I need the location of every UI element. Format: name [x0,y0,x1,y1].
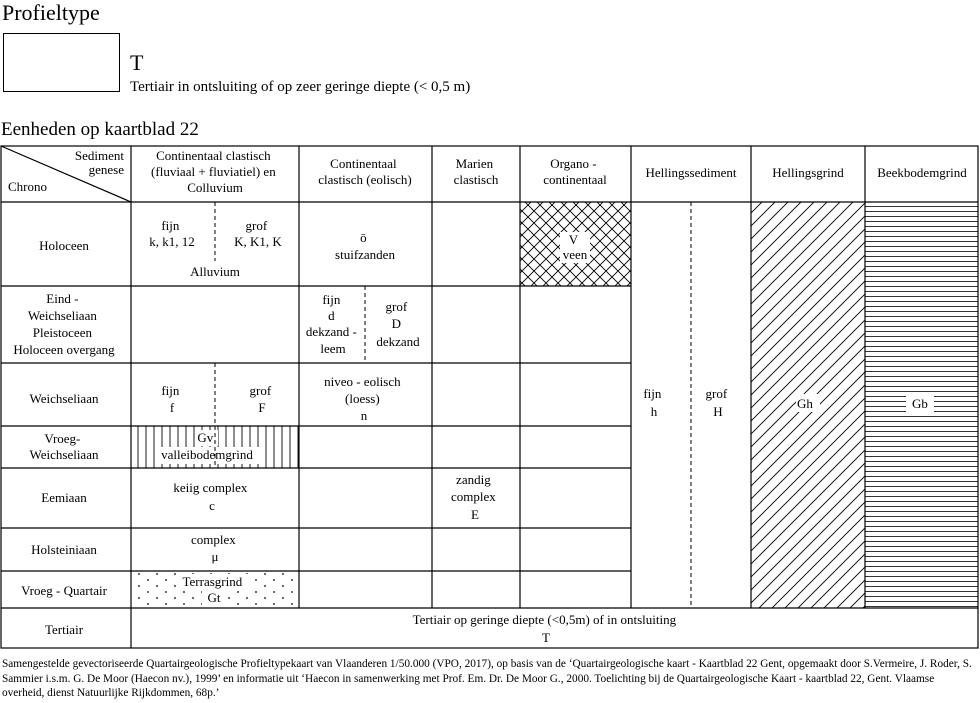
row-header-eemiaan: Eemiaan [41,490,87,505]
source-note: Samengestelde gevectoriseerde Quartairgeologische Profieltypekaart van Vlaanderen 1/50.000 (VPO, 2017), op basis van de ‘Quartairgeologische kaart - Kaartblad 22 Gent, opgemaakt door S.Vermeire, J. Roder, S. Sammier i.s.m. G. De Moor (Haecon nv.), 1999’ en informatie uit ‘Haecon in samenwerking met Prof. Em. Dr. De Moor G., 2000. Toelichting bij de Quartairgeologische Kaart - kaartblad 22, Gent. Vlaamse overheid, dienst Natuurlijke Rijkdommen, 68p.’ [2,658,972,700]
cell-beekbodemgrind: Gb [912,396,928,411]
col-header-6: Hellingsgrind [772,165,844,180]
page-title: Profieltype [2,0,100,25]
cell-eind-fijn: fijn d dekzand - leem [305,292,357,356]
cell-holoceen-alluvium: Alluvium [190,264,240,279]
cell-helling-fijn: fijn h [643,386,662,419]
legend-table [0,145,980,650]
corner-chrono: Chrono [8,179,47,194]
cell-weichseliaan-grof: grof F [249,383,272,415]
col-header-3: Marien clastisch [453,156,499,187]
cell-holoceen-grof: grof K, K1, K [234,218,282,249]
row-header-tertiair: Tertiair [44,622,84,637]
cell-helling-grof: grof H [705,386,728,419]
cell-holoceen-eolisch: ō stuifzanden [335,230,395,262]
cell-holsteiniaan: complex μ [190,532,236,564]
col-header-7: Beekbodemgrind [877,165,967,180]
row-headers [13,238,115,637]
row-header-holsteiniaan: Holsteiniaan [31,542,97,557]
corner-header [8,148,124,194]
cell-weichseliaan-loess: niveo - eolisch (loess) n [324,374,401,423]
row-header-vroeg-weichseliaan: Vroeg- Weichseliaan [29,431,99,462]
cell-hellingsgrind: Gh [797,396,813,411]
cell-holoceen-fijn: fijn k, k1, 12 [149,218,195,249]
cell-vroeg-quartair: Terrasgrind Gt [182,574,243,605]
row-header-eind-weichseliaan: Eind - Weichseliaan Pleistoceen Holoceen overgang [13,291,115,357]
cell-eemiaan-keiig: keiig complex c [173,480,248,513]
profile-type-description: Tertiair in ontsluiting of op zeer geringe diepte (< 0,5 m) [130,79,471,95]
cell-weichseliaan-fijn: fijn f [161,383,180,415]
col-header-5: Hellingssediment [645,165,737,180]
row-header-weichseliaan: Weichseliaan [29,391,99,406]
col-header-1: Continentaal clastisch (fluviaal + fluviatiel) en Colluvium [151,148,276,195]
row-header-holoceen: Holoceen [39,238,89,253]
row-header-vroeg-quartair: Vroeg - Quartair [21,583,107,598]
column-headers [151,148,967,195]
cell-eind-grof: grof D dekzand [376,299,420,349]
profile-type-code: T [130,50,144,75]
units-heading: Eenheden op kaartblad 22 [1,119,199,140]
col-header-2: Continentaal clastisch (eolisch) [318,156,412,187]
cell-tertiair: Tertiair op geringe diepte (<0,5m) of in ontsluiting T [412,612,677,645]
cell-eemiaan-zandig: zandig complex E [450,472,496,522]
profile-type-swatch [3,33,120,92]
col-header-4: Organo - continentaal [543,156,607,187]
corner-genese: genese [88,162,124,177]
corner-sediment: Sediment [74,148,124,163]
cell-holoceen-veen: V veen [562,232,588,262]
cell-vroeg-weichseliaan: Gv valleibodemgrind [161,430,253,462]
